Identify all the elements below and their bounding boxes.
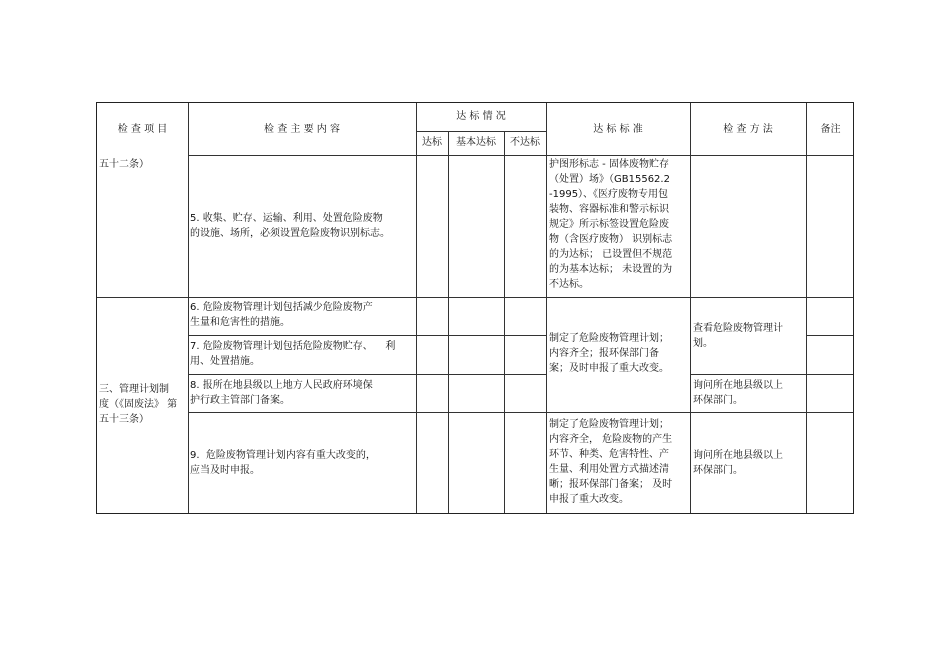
row-divider bbox=[97, 297, 853, 298]
standard-6-8: 制定了危险废物管理计划； 内容齐全；报环保部门备 案；及时申报了重大改变。 bbox=[549, 333, 669, 374]
col-divider bbox=[806, 103, 807, 513]
row-divider bbox=[806, 155, 853, 156]
header-note: 备注 bbox=[820, 124, 841, 135]
method-6-7: 查看危险废物管理计 划。 bbox=[693, 323, 783, 349]
item5-standard: 护图形标志 - 固体废物贮存 （处置）场》（GB15562.2 -1995）、《医疗废物专用包 装物、容器标准和警示标识 规定》所示标签设置危险废 物（含医疗废物） 识别标志 的为达标； 已设置但不规范 的为基本达标； 未设置的为 不达标。 bbox=[549, 159, 673, 290]
row-divider bbox=[416, 131, 546, 132]
section-prev-tail: 五十二条） bbox=[99, 159, 149, 170]
item7-content: 7. 危险废物管理计划包括危险废物贮存、 利 用、处置措施。 bbox=[190, 341, 396, 367]
standard-9: 制定了危险废物管理计划； 内容齐全， 危险废物的产生 环节、种类、危害特性、产 生量、利用处置方式描述清 晰；报环保部门备案； 及时 申报了重大改变。 bbox=[549, 419, 673, 505]
col-divider bbox=[690, 103, 691, 513]
item6-content: 6. 危险废物管理计划包括减少危险废物产 生量和危害性的措施。 bbox=[190, 302, 373, 328]
header-content: 检 查 主 要 内 容 bbox=[264, 124, 340, 135]
item8-content: 8. 报所在地县级以上地方人民政府环境保 护行政主管部门备案。 bbox=[190, 380, 373, 406]
row-divider bbox=[806, 335, 853, 336]
method-9: 询问所在地县级以上 环保部门。 bbox=[693, 450, 783, 476]
item9-content: 9. 危险废物管理计划内容有重大改变的， 应当及时申报。 bbox=[190, 450, 376, 476]
row-divider bbox=[188, 155, 853, 156]
row-divider bbox=[690, 374, 853, 375]
header-status-fail: 不达标 bbox=[510, 137, 540, 148]
header-method: 检 查 方 法 bbox=[723, 124, 773, 135]
col-divider bbox=[416, 103, 417, 513]
col-divider bbox=[504, 131, 505, 513]
header-item: 检 查 项 目 bbox=[117, 124, 168, 135]
col-divider bbox=[188, 103, 189, 513]
header-status: 达 标 情 况 bbox=[456, 111, 506, 122]
row-divider bbox=[188, 412, 853, 413]
inspection-table bbox=[96, 102, 854, 514]
row-divider bbox=[188, 335, 546, 336]
header-status-basic: 基本达标 bbox=[456, 137, 496, 148]
col-divider bbox=[546, 103, 547, 513]
header-status-ok: 达标 bbox=[422, 137, 442, 148]
section3-title: 三、管理计划制 度（《固废法》 第 五十三条） bbox=[99, 384, 178, 425]
col-divider bbox=[448, 131, 449, 513]
item5-content: 5. 收集、贮存、运输、利用、处置危险废物 的设施、场所，必须设置危险废物识别标志。 bbox=[190, 213, 390, 239]
method-8: 询问所在地县级以上 环保部门。 bbox=[693, 380, 783, 406]
row-divider bbox=[188, 374, 546, 375]
header-standard: 达 标 标 准 bbox=[593, 124, 643, 135]
